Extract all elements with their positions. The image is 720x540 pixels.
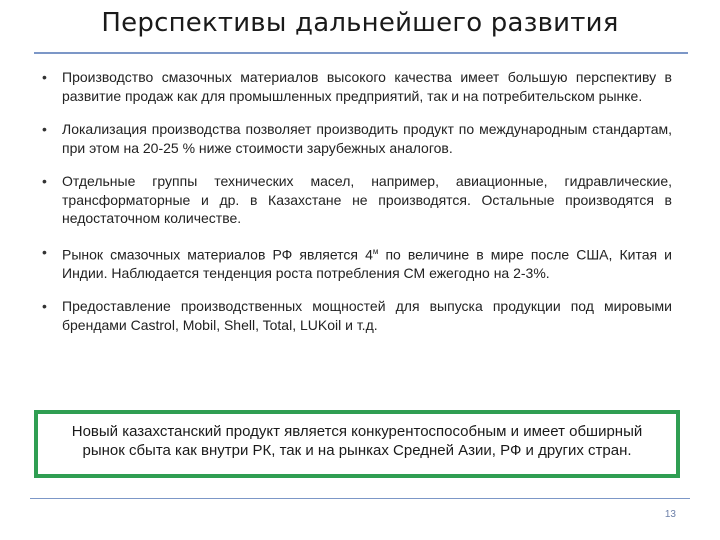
bullet-text: Локализация производства позволяет производить продукт по международным стандартам, при этом на 20-25 % ниже стоимости зарубежных аналогов. (62, 121, 672, 156)
bullet-marker: • (42, 173, 47, 189)
bullet-marker: • (42, 121, 47, 137)
bullet-list (40, 68, 672, 349)
conclusion-box: Новый казахстанский продукт является конкурентоспособным и имеет обширный рынок сбыта как внутри РК, так и на рынках Средней Азии, РФ и других стран. (34, 410, 680, 478)
bullet-marker: • (42, 69, 47, 85)
bullet-item (40, 243, 672, 283)
bullet-marker: • (42, 298, 47, 315)
bullet-text-after: по величине в мире после США, Китая и Индии. Наблюдается тенденция роста потребления СМ ежегодно на 2-3%. (62, 246, 672, 281)
bullet-item (40, 68, 672, 105)
bullet-item (40, 297, 672, 334)
title-divider (34, 52, 688, 54)
bullet-item (40, 120, 672, 157)
bullet-text: Производство смазочных материалов высокого качества имеет большую перспективу в развитие продаж как для промышленных предприятий, так и на потребительском рынке. (62, 69, 672, 104)
bullet-text-before: Рынок смазочных материалов РФ является 4 (62, 246, 373, 263)
page-number: 13 (664, 509, 676, 520)
bullet-text: Предоставление производственных мощностей для выпуска продукции под мировыми брендами Castrol, Mobil, Shell, Total, LUKoil и т.д. (62, 298, 672, 333)
bullet-text: Отдельные группы технических масел, например, авиационные, гидравлические, трансформаторные и др. в Казахстане не производятся. Остальные производятся в недостаточном количестве. (62, 173, 672, 226)
slide-title: Перспективы дальнейшего развития (101, 8, 619, 38)
footer-divider (30, 498, 690, 499)
bullet-item (40, 172, 672, 228)
bullet-marker: • (42, 243, 47, 260)
ordinal-suffix: м (372, 246, 379, 256)
